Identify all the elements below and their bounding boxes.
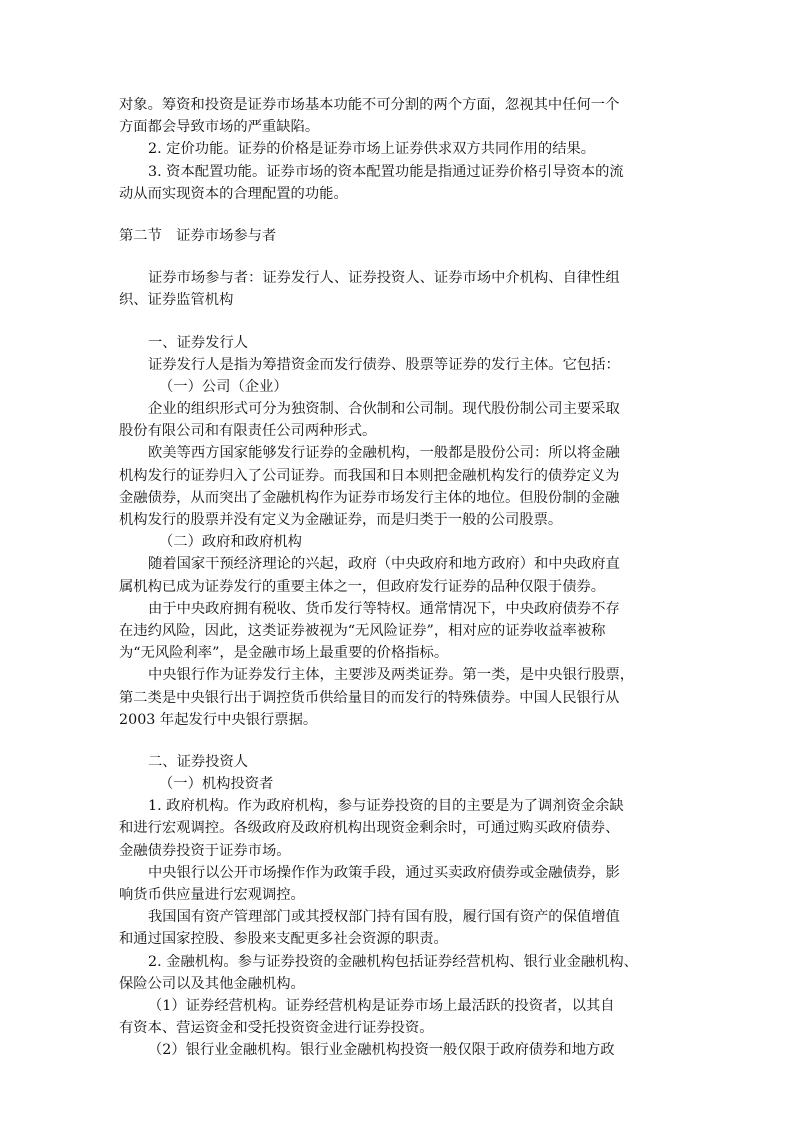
paragraph-line: 我国国有资产管理部门或其授权部门持有国有股，履行国有资产的保值增值 [148,909,620,926]
paragraph-line: 织、证券监管机构 [119,292,234,309]
paragraph-line: 证券市场参与者：证券发行人、证券投资人、证券市场中介机构、自律性组 [148,270,620,287]
paragraph-line: 动从而实现资本的合理配置的功能。 [119,185,348,202]
paragraph-line: 欧美等西方国家能够发行证券的金融机构，一般都是股份公司：所以将金融 [148,445,620,462]
subheading-government: （二）政府和政府机构 [159,534,302,551]
paragraph-line: （1）证券经营机构。证券经营机构是证券市场上最活跃的投资者，以其自 [148,997,615,1014]
paragraph-line: 3. 资本配置功能。证券市场的资本配置功能是指通过证券价格引导资本的流 [148,163,624,180]
paragraph-line: 为“无风险利率”，是金融市场上最重要的价格指标。 [119,645,449,662]
paragraph-line: 机构发行的股票并没有定义为金融证券，而是归类于一般的公司股票。 [119,512,563,528]
paragraph-line: 股份有限公司和有限责任公司两种形式。 [119,423,377,440]
paragraph-line: 和进行宏观调控。各级政府及政府机构出现资金剩余时，可通过购买政府债券、 [119,820,620,837]
paragraph-line: 响货币供应量进行宏观调控。 [119,887,305,903]
paragraph-line: 对象。筹资和投资是证券市场基本功能不可分割的两个方面，忽视其中任何一个 [119,97,620,113]
paragraph-line: 企业的组织形式可分为独资制、合伙制和公司制。现代股份制公司主要采取 [148,401,620,418]
paragraph-line: 保险公司以及其他金融机构。 [119,975,305,992]
paragraph-line: 中央银行作为证券发行主体，主要涉及两类证券。第一类，是中央银行股票， [148,667,635,684]
paragraph-line: 和通过国家控股、参股来支配更多社会资源的职责。 [119,931,448,948]
paragraph-line: 中央银行以公开市场操作作为政策手段，通过买卖政府债券或金融债券，影 [148,864,620,881]
paragraph-line: 金融债券投资于证券市场。 [119,842,291,859]
paragraph-line: 证券发行人是指为筹措资金而发行债券、股票等证券的发行主体。它包括： [148,356,620,373]
paragraph-line: 第二类是中央银行出于调控货币供给量目的而发行的特殊债券。中国人民银行从 [119,689,620,706]
paragraph-line: 随着国家干预经济理论的兴起，政府（中央政府和地方政府）和中央政府直 [148,556,620,573]
paragraph-line: 在违约风险，因此，这类证券被视为“无风险证券”，相对应的证券收益率被称 [119,622,606,639]
paragraph-line: 2. 金融机构。参与证券投资的金融机构包括证券经营机构、银行业金融机构、 [148,953,638,970]
subheading-company: （一）公司（企业） [159,378,288,395]
paragraph-line: 属机构已成为证券发行的重要主体之一，但政府发行证券的品种仅限于债券。 [119,578,606,595]
document-page [119,94,681,1062]
paragraph-line: （2）银行业金融机构。银行业金融机构投资一般仅限于政府债券和地方政 [148,1042,615,1059]
paragraph-line: 有资本、营运资金和受托投资资金进行证券投资。 [119,1020,434,1037]
paragraph-line: 由于中央政府拥有税收、货币发行等特权。通常情况下，中央政府债券不存 [148,600,620,617]
paragraph-line: 2. 定价功能。证券的价格是证券市场上证券供求双方共同作用的结果。 [148,141,596,158]
paragraph-line: 方面都会导致市场的严重缺陷。 [119,119,320,136]
section-heading: 第二节 证券市场参与者 [119,227,277,244]
paragraph-line: 金融债券，从而突出了金融机构作为证券市场发行主体的地位。但股份制的金融 [119,489,620,506]
subheading-investor: 二、证券投资人 [148,753,249,770]
paragraph-line: 1. 政府机构。作为政府机构，参与证券投资的目的主要是为了调剂资金余缺 [148,798,624,815]
paragraph-line: 2003 年起发行中央银行票据。 [119,711,318,728]
paragraph-line: 机构发行的证券归入了公司证券。而我国和日本则把金融机构发行的债券定义为 [119,467,620,484]
subheading-issuer: 一、证券发行人 [148,334,249,351]
subheading-institutional: （一）机构投资者 [159,776,274,793]
